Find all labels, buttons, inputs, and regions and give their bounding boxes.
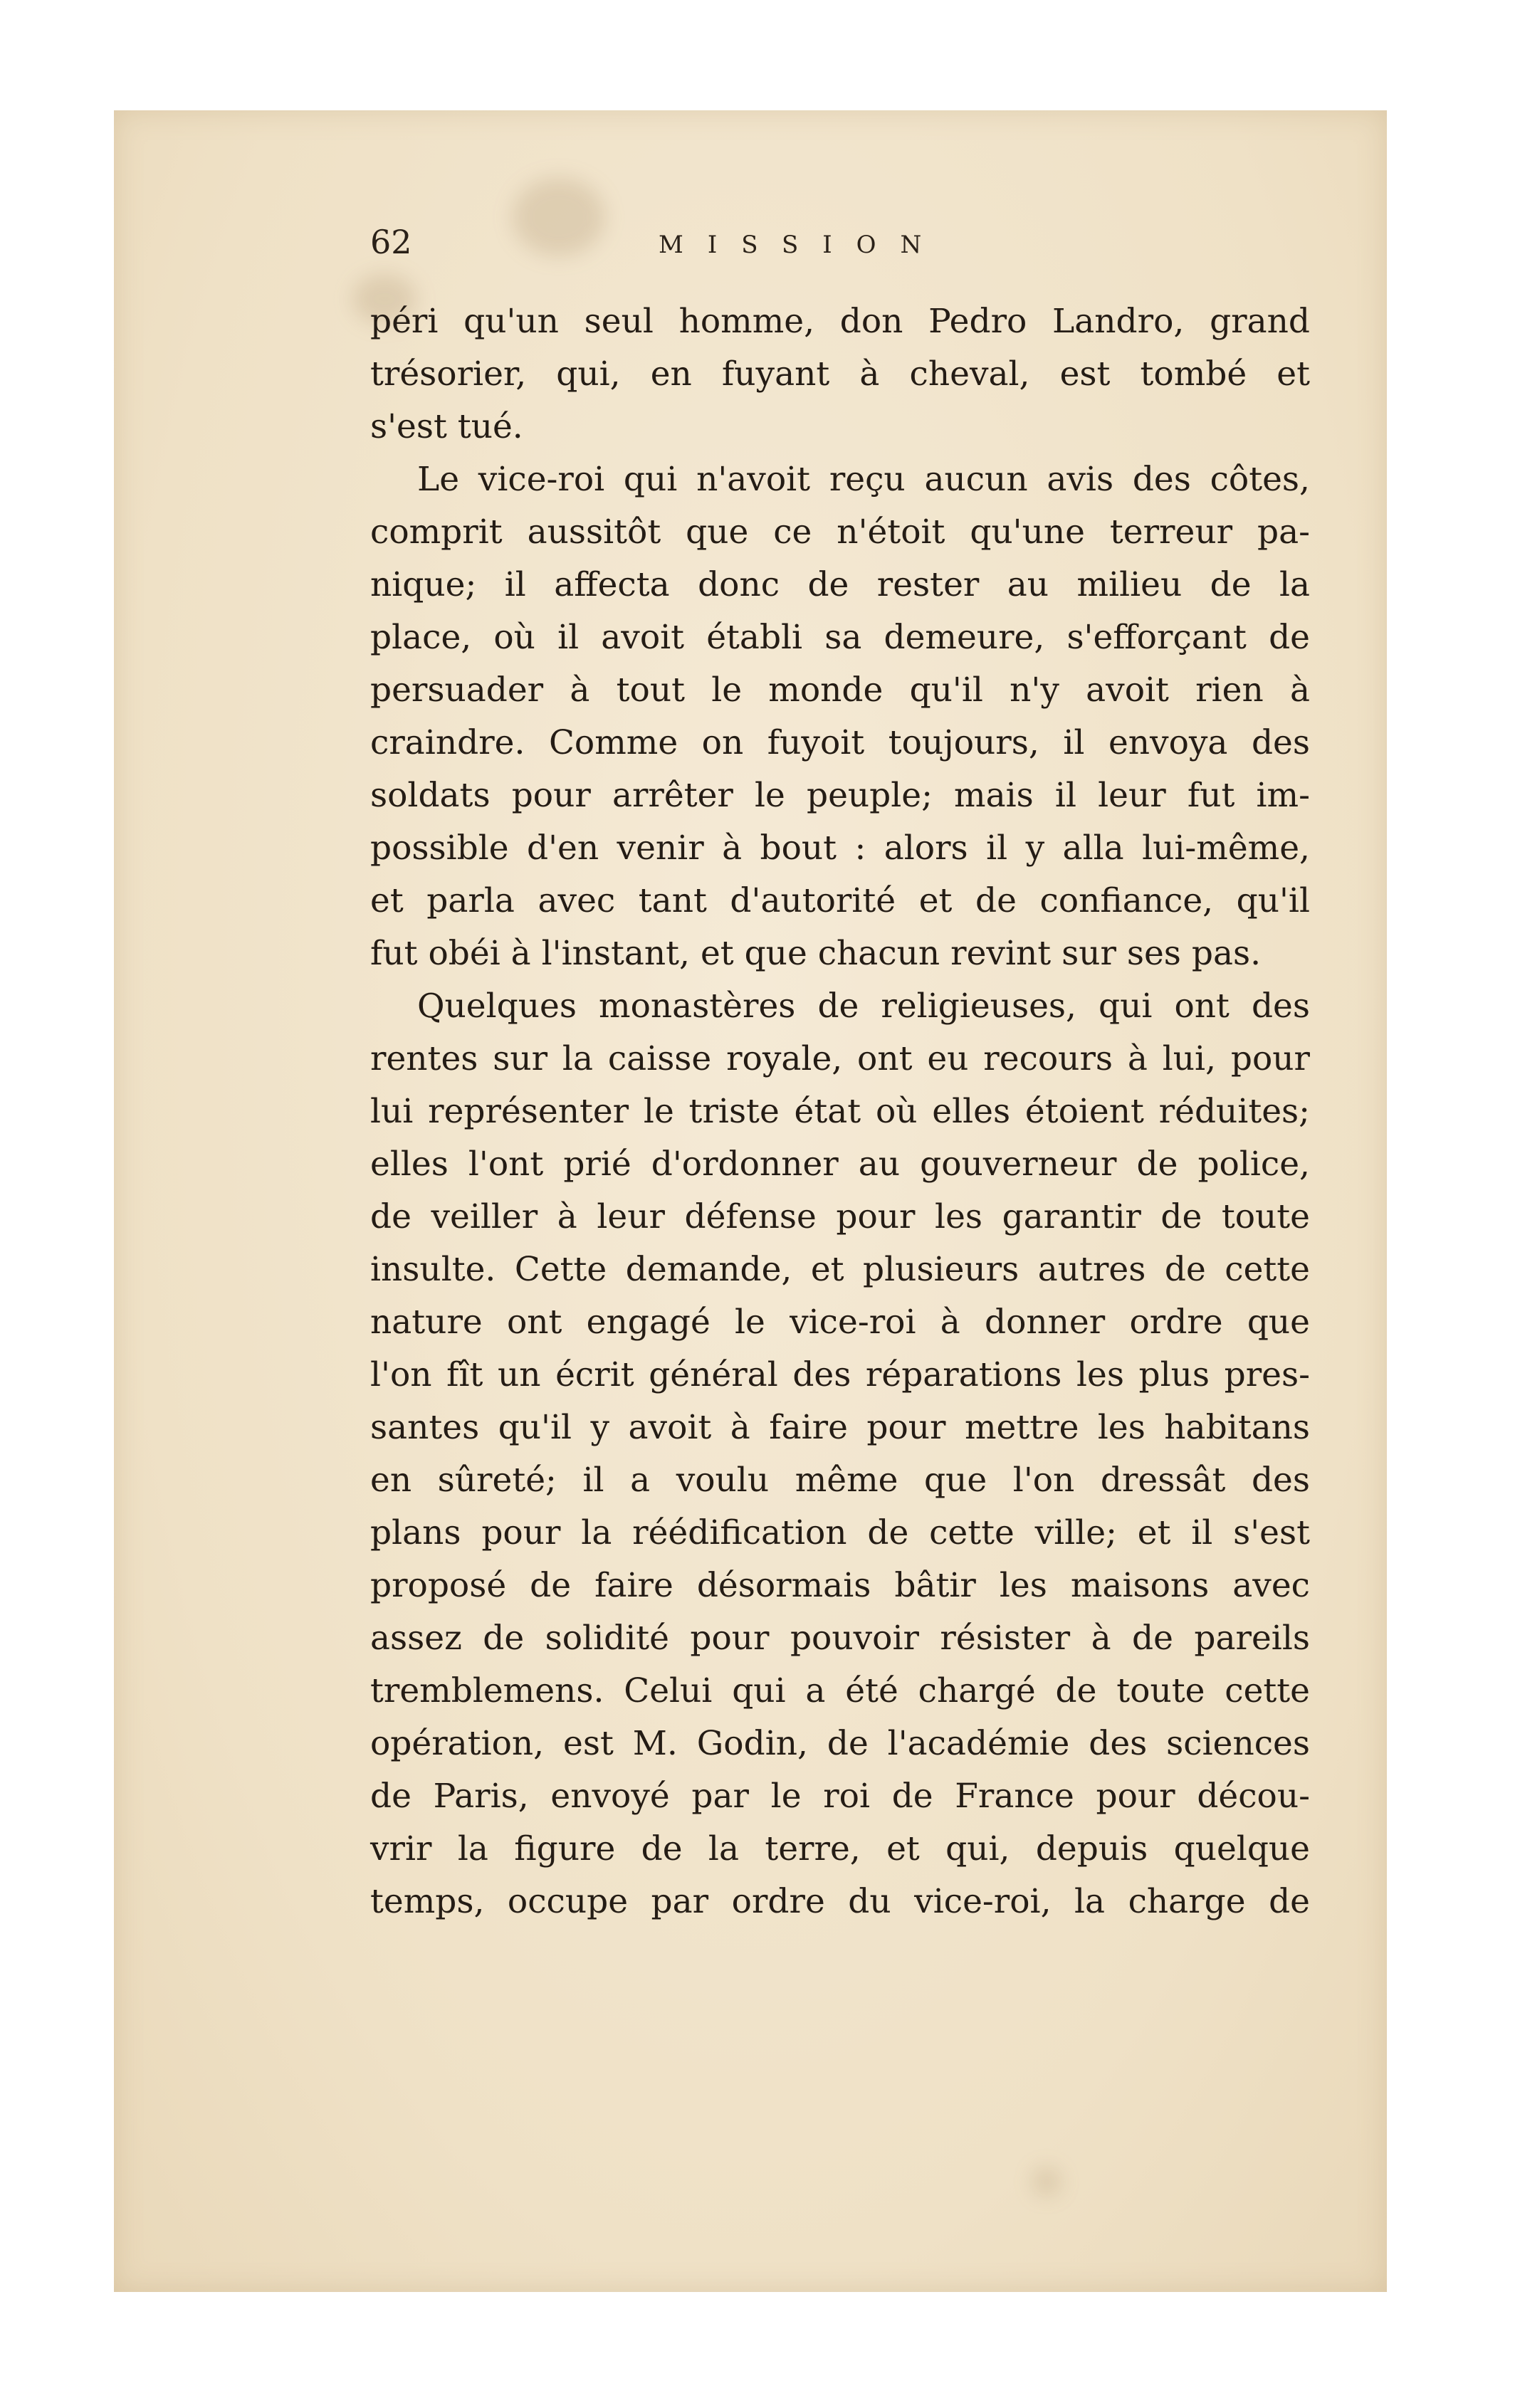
text-line: assez de solidité pour pouvoir résister à de pareils <box>370 1619 1310 1658</box>
text-line: comprit aussitôt que ce n'étoit qu'une terreur pa- <box>370 512 1310 552</box>
text-line: soldats pour arrêter le peuple; mais il leur fut im- <box>370 776 1310 815</box>
running-title: MISSION <box>659 231 946 259</box>
text-line: l'on fît un écrit général des réparations les plus pres- <box>370 1355 1310 1394</box>
text-line: insulte. Cette demande, et plusieurs autres de cette <box>370 1250 1310 1289</box>
body-text <box>370 295 1310 1928</box>
text-line: et parla avec tant d'autorité et de confiance, qu'il <box>370 881 1310 920</box>
text-line: Quelques monastères de religieuses, qui ont des <box>417 987 1310 1026</box>
text-line: fut obéi à l'instant, et que chacun revint sur ses pas. <box>370 934 1262 973</box>
text-line: vrir la figure de la terre, et qui, depuis quelque <box>370 1829 1310 1868</box>
text-line: s'est tué. <box>370 407 523 446</box>
text-line: en sûreté; il a voulu même que l'on dressât des <box>370 1461 1310 1500</box>
text-line: persuader à tout le monde qu'il n'y avoit rien à <box>370 671 1310 710</box>
text-line: lui représenter le triste état où elles étoient réduites; <box>370 1092 1310 1131</box>
text-line: elles l'ont prié d'ordonner au gouverneur de police, <box>370 1145 1310 1184</box>
text-line: temps, occupe par ordre du vice-roi, la charge de <box>370 1882 1310 1921</box>
text-line: proposé de faire désormais bâtir les maisons avec <box>370 1566 1310 1605</box>
page-number: 62 <box>370 223 412 261</box>
text-line: tremblemens. Celui qui a été chargé de toute cette <box>370 1671 1310 1710</box>
text-line: nature ont engagé le vice-roi à donner ordre que <box>370 1303 1310 1342</box>
text-line: plans pour la réédification de cette ville; et il s'est <box>370 1513 1310 1552</box>
text-line: de veiller à leur défense pour les garantir de toute <box>370 1197 1310 1236</box>
text-line: opération, est M. Godin, de l'académie des sciences <box>370 1724 1310 1763</box>
text-line: nique; il affecta donc de rester au milieu de la <box>370 565 1310 604</box>
page-stain <box>1032 2167 1061 2196</box>
page-header <box>370 221 1310 263</box>
text-line: santes qu'il y avoit à faire pour mettre les habitans <box>370 1408 1310 1447</box>
text-line: trésorier, qui, en fuyant à cheval, est tombé et <box>370 354 1310 394</box>
text-line: rentes sur la caisse royale, ont eu recours à lui, pour <box>370 1039 1310 1078</box>
text-line: craindre. Comme on fuyoit toujours, il envoya des <box>370 723 1310 762</box>
text-line: place, où il avoit établi sa demeure, s'efforçant de <box>370 618 1310 657</box>
text-line: de Paris, envoyé par le roi de France pour décou- <box>370 1777 1310 1816</box>
text-line: Le vice-roi qui n'avoit reçu aucun avis des côtes, <box>417 460 1310 499</box>
text-line: possible d'en venir à bout : alors il y alla lui-même, <box>370 829 1310 868</box>
text-line: péri qu'un seul homme, don Pedro Landro, grand <box>370 302 1310 341</box>
